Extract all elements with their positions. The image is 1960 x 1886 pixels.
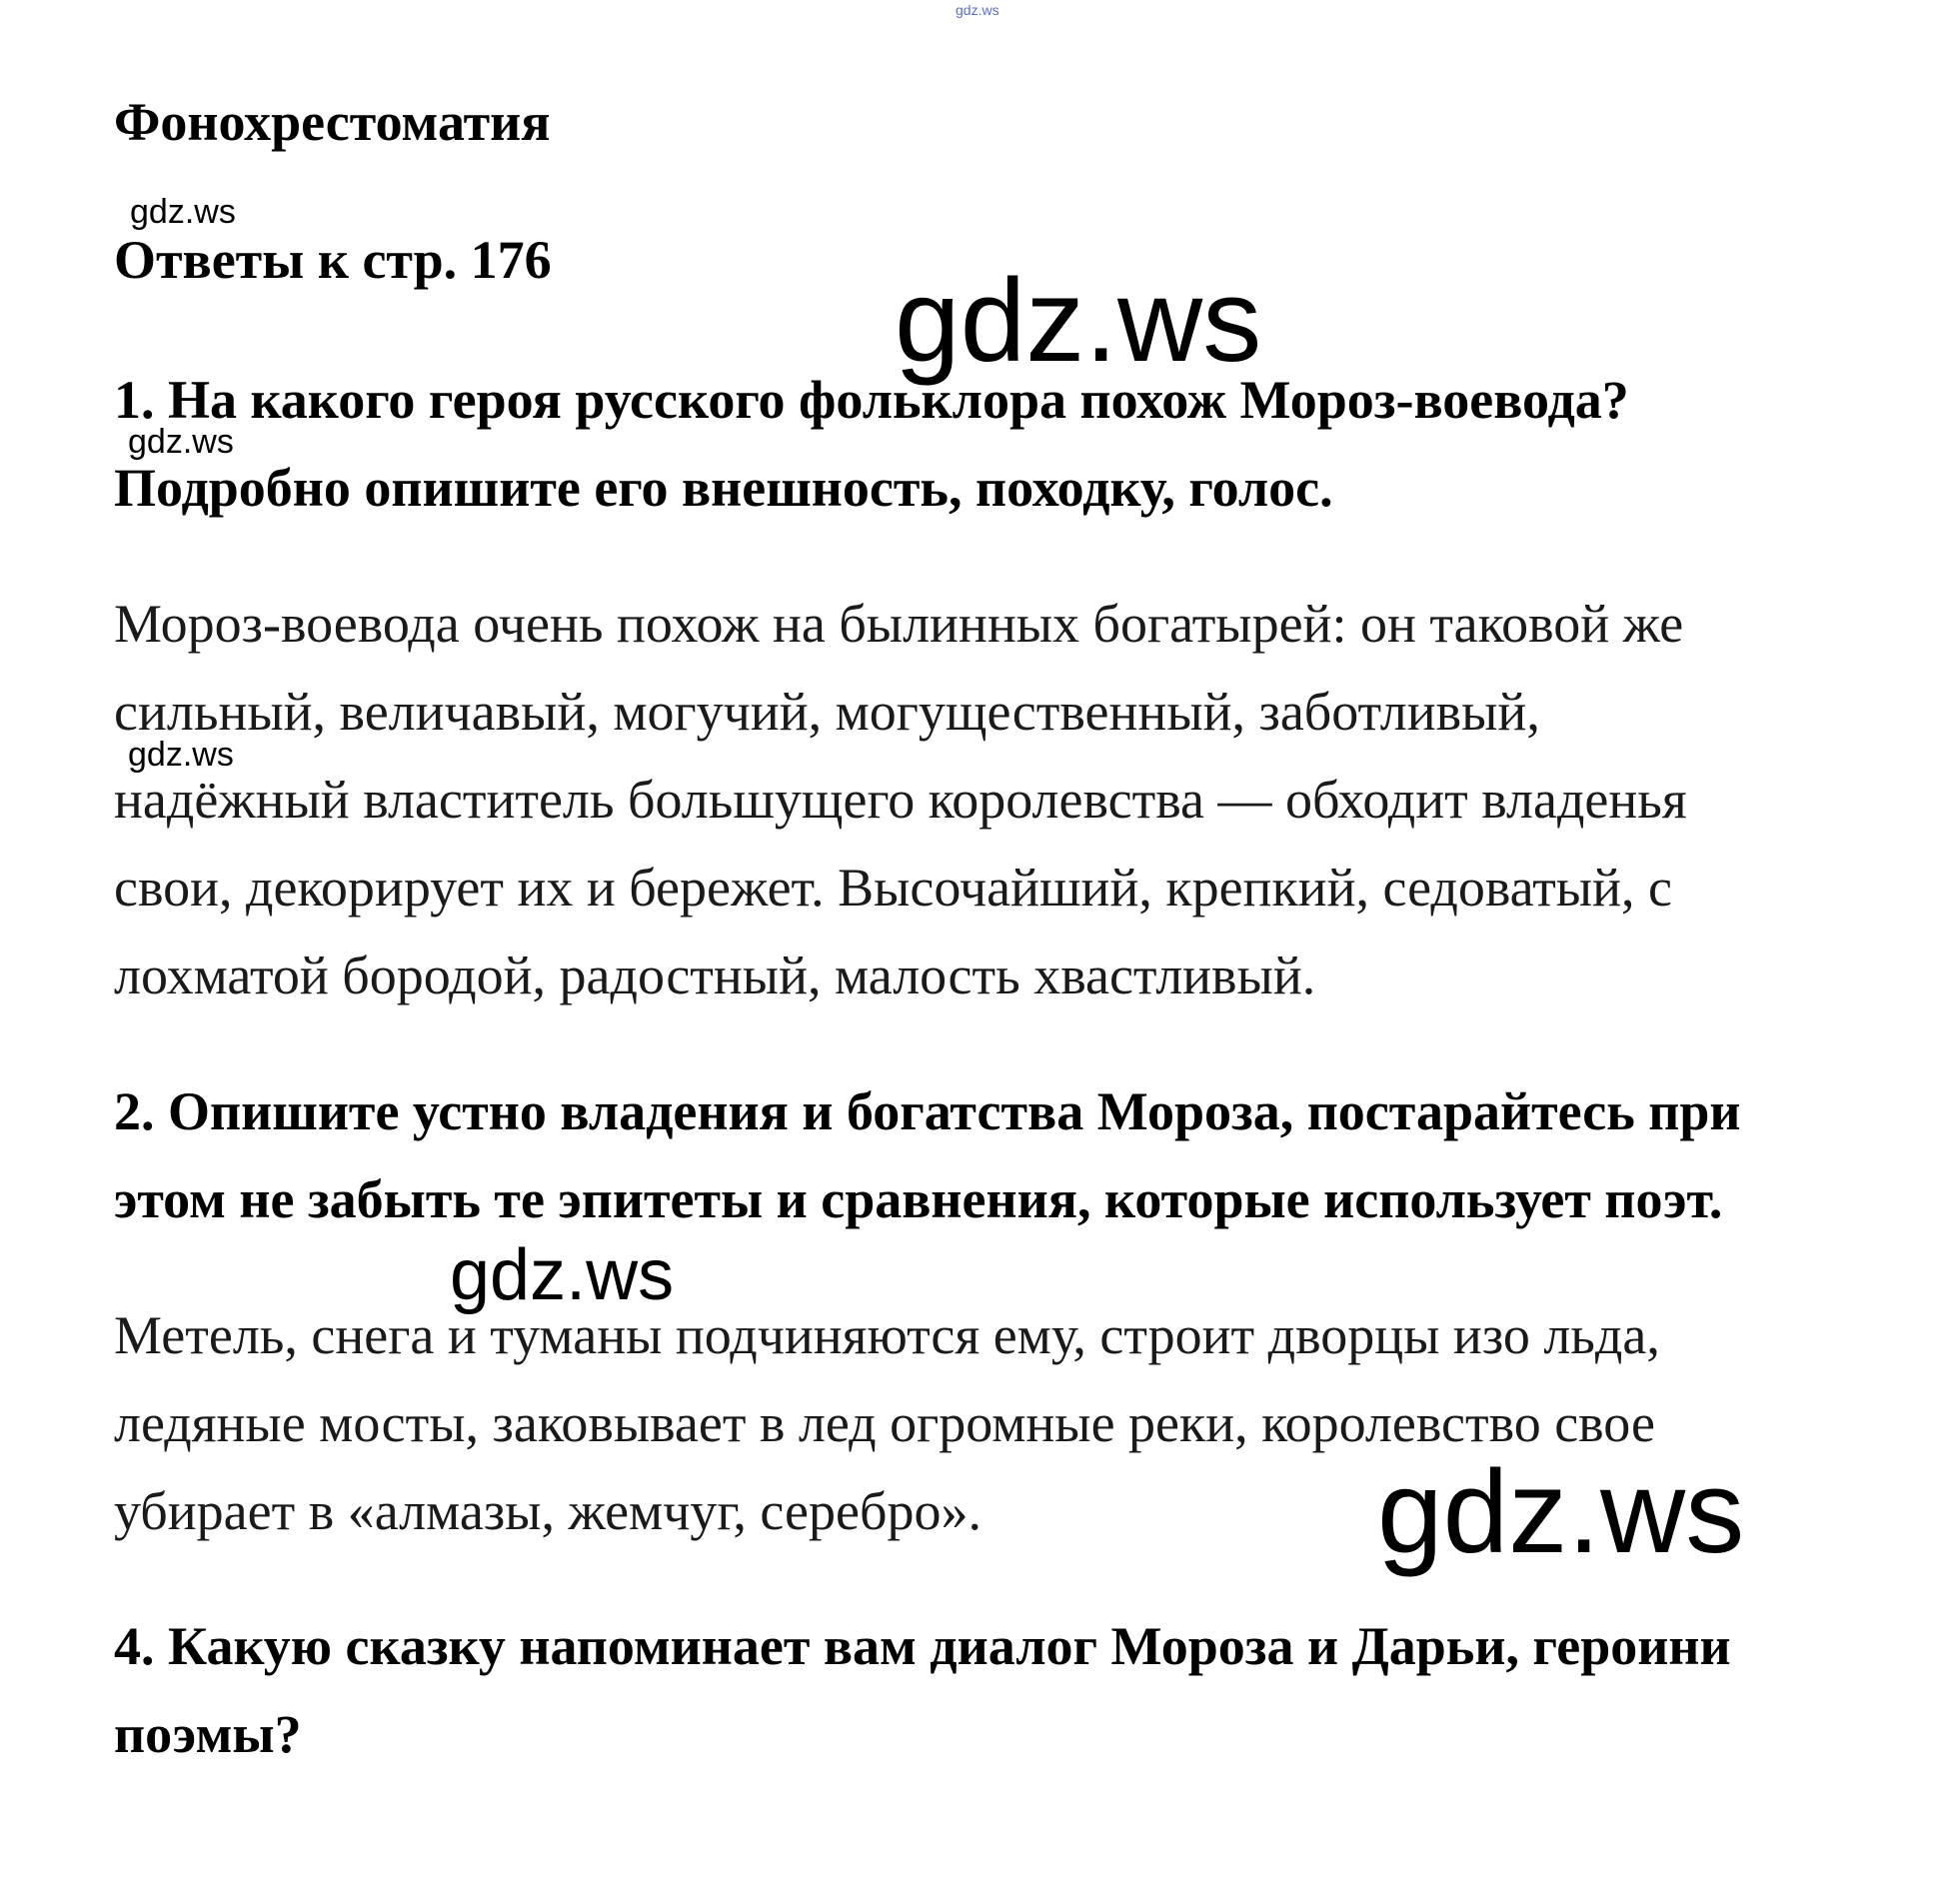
question-2-line-1: 2. Опишите устно владения и богатства Мороза, постарайтесь при — [114, 1081, 1741, 1141]
answer-1-line-3: надёжный властитель большущего королевства — обходит владенья — [114, 770, 1687, 830]
answer-1-line-2: сильный, величавый, могучий, могущественный, заботливый, — [114, 682, 1540, 742]
answer-2-line-1: Метель, снега и туманы подчиняются ему, строит дворцы изо льда, — [114, 1305, 1660, 1365]
question-2-line-2: этом не забыть те эпитеты и сравнения, которые использует поэт. — [114, 1169, 1723, 1229]
answer-1-line-5: лохматой бородой, радостный, малость хвастливый. — [114, 945, 1316, 1005]
answer-2-line-3: убирает в «алмазы, жемчуг, серебро». — [114, 1481, 981, 1541]
answer-1-line-4: свои, декорирует их и бережет. Высочайший, крепкий, седоватый, с — [114, 858, 1672, 918]
question-1-line-2: Подробно опишите его внешность, походку, голос. — [114, 458, 1333, 518]
question-4-line-1: 4. Какую сказку напоминает вам диалог Мороза и Дарьи, героини — [114, 1616, 1731, 1676]
question-4-line-2: поэмы? — [114, 1704, 302, 1764]
watermark-medium: gdz.ws — [450, 1235, 675, 1315]
watermark-large-1: gdz.ws — [895, 255, 1262, 387]
watermark-top: gdz.ws — [956, 2, 999, 18]
watermark-small-2: gdz.ws — [128, 423, 234, 461]
question-1-line-1: 1. На какого героя русского фольклора похож Мороз-воевода? — [114, 370, 1629, 430]
page-title: Фонохрестоматия — [114, 92, 551, 152]
answer-2-line-2: ледяные мосты, заковывает в лед огромные реки, королевство свое — [114, 1393, 1655, 1453]
watermark-large-2: gdz.ws — [1377, 1446, 1745, 1578]
answer-1-line-1: Мороз-воевода очень похож на былинных богатырей: он таковой же — [114, 594, 1684, 654]
watermark-small-3: gdz.ws — [128, 736, 234, 774]
answers-heading: Ответы к стр. 176 — [114, 230, 552, 290]
watermark-small-1: gdz.ws — [130, 193, 236, 231]
